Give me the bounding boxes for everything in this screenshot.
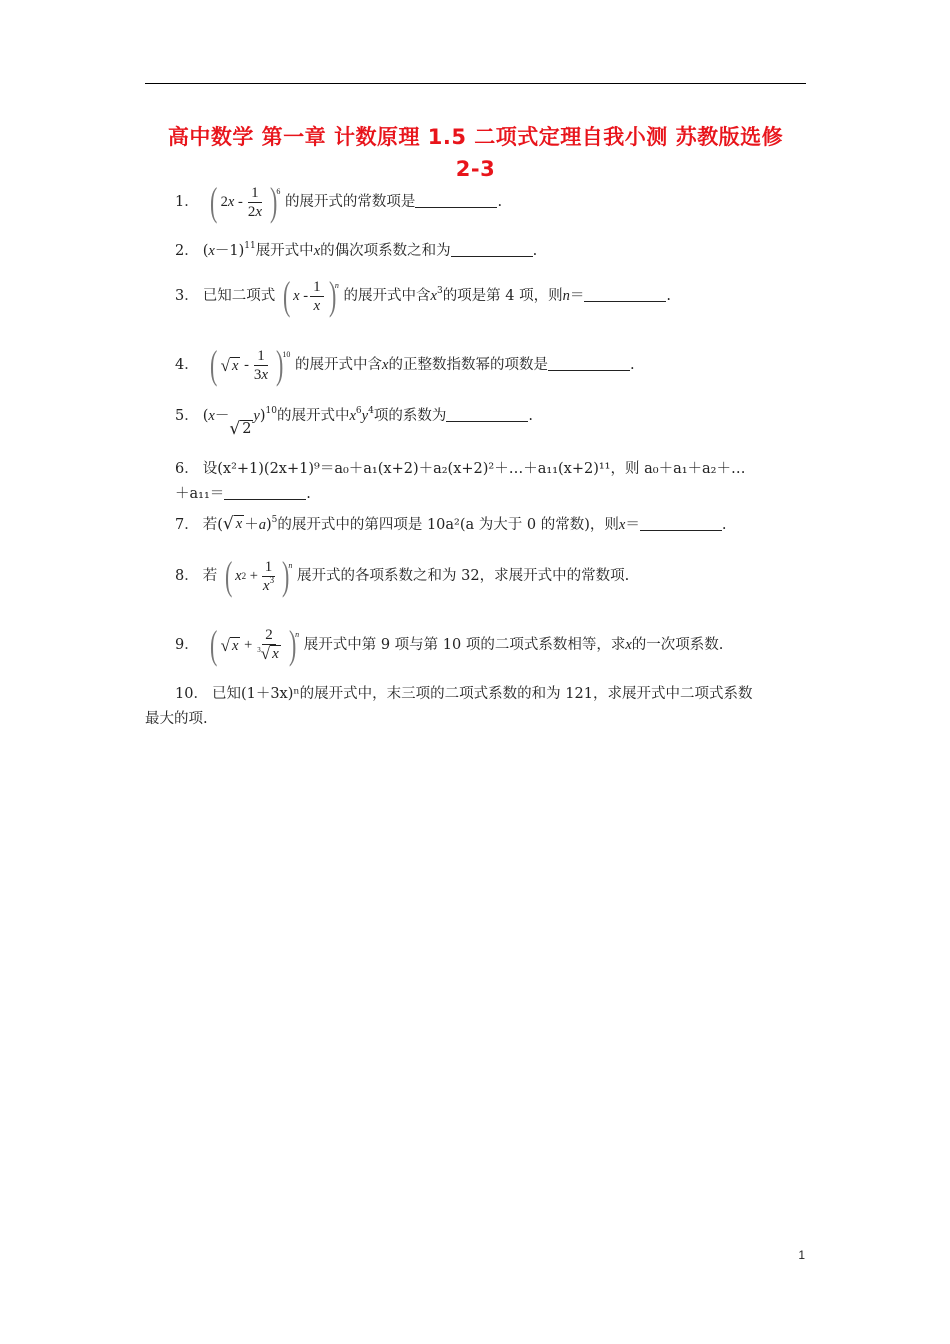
q9-expression: ( √ x + 2 $^3$ √ x ) n xyxy=(210,622,300,667)
q3-expression: ( x - $\frac{1}{x}$ ) n xyxy=(282,273,339,318)
question-2: 2． $(x-1)^{11}$展开式中x的偶次项系数之和为 . xyxy=(175,241,538,259)
answer-blank[interactable] xyxy=(224,485,306,500)
question-3: 3． 已知二项式 ( x - $\frac{1}{x}$ ) n 的展开式中含$x^3$的项是第 4 项，则n＝ . xyxy=(175,273,671,318)
answer-blank[interactable] xyxy=(415,193,497,208)
question-6: 6． 设(x²+1)(2x+1)⁹＝a₀＋a₁(x+2)＋a₂(x+2)²＋…＋a₁₁(x+2)¹¹，则 a₀＋a₁＋a₂＋… xyxy=(175,461,746,477)
answer-blank[interactable] xyxy=(446,407,528,422)
question-5: 5． (x－ √ 2 y)$^{10}$的展开式中$x^6y^4$项的系数为 . xyxy=(175,406,533,439)
question-9: 9． ( √ x + 2 $^3$ √ x ) n 展开式中第 9 项与第 10 项的二项式系数相等，求x的一次项系数. xyxy=(175,622,724,667)
answer-blank[interactable] xyxy=(451,242,533,257)
question-8: 8． 若 ( x 2 + $\frac{1}{x^3}$ ) n 展开式的各项系数之和为 32，求展开式中的常数项. xyxy=(175,553,630,598)
question-10-continued: 最大的项. xyxy=(145,711,208,727)
q8-expression: ( x 2 + $\frac{1}{x^3}$ ) n xyxy=(224,553,293,598)
q1-expression: ( 2 x - $\frac{1}{2x}$ ) 6 xyxy=(210,179,281,224)
question-6-continued: ＋a₁₁＝ . xyxy=(175,486,311,502)
question-7: 7． 若( √ x ＋a)$^5$的展开式中的第四项是 10a²(a 为大于 0 的常数)，则x＝ . xyxy=(175,514,727,534)
answer-blank[interactable] xyxy=(584,287,666,302)
q4-expression: ( √ x - $\frac{1}{3x}$ ) 10 xyxy=(210,342,291,387)
question-4: 4． ( √ x - $\frac{1}{3x}$ ) 10 的展开式中含x的正整数指数幂的项数是 . xyxy=(175,342,635,387)
question-1: 1． ( 2 x - $\frac{1}{2x}$ ) 6 的展开式的常数项是 . xyxy=(175,179,503,224)
answer-blank[interactable] xyxy=(640,516,722,531)
page-number: 1 xyxy=(798,1248,805,1262)
page-title: 高中数学 第一章 计数原理 1.5 二项式定理自我小测 苏教版选修 2-3 xyxy=(167,125,784,181)
answer-blank[interactable] xyxy=(548,356,630,371)
header-rule xyxy=(145,83,806,84)
question-10: 10． 已知(1＋3x)ⁿ的展开式中，末三项的二项式系数的和为 121，求展开式中二项式系数 xyxy=(175,686,753,702)
